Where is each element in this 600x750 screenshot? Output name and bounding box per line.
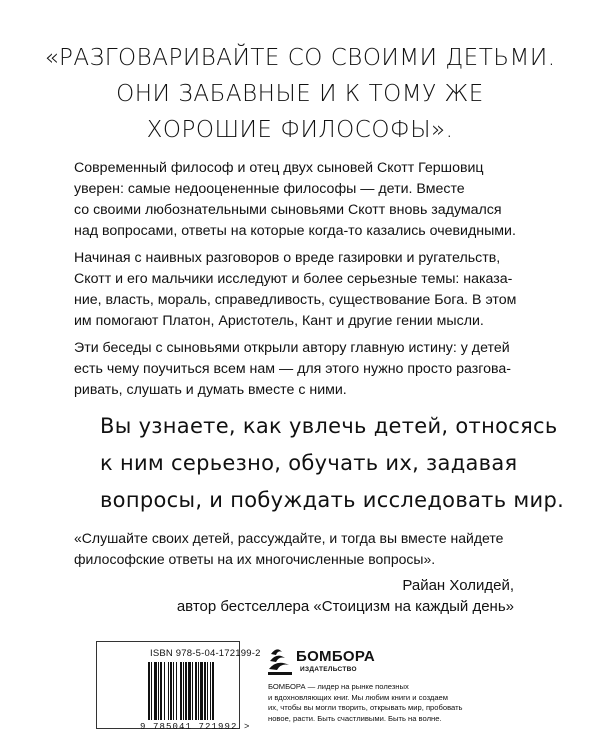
paragraph-topics: [74, 248, 544, 332]
paragraph-line: над вопросами, ответы на которые когда-то казались очевидными.: [74, 223, 516, 239]
barcode-number: 9 785041 721992 >: [140, 722, 251, 732]
handwritten-callout: [100, 408, 565, 519]
quote-line: «Слушайте своих детей, рассуждайте, и тогда вы вместе найдете: [74, 530, 504, 546]
handwritten-line: к ним серьезно, обучать их, задавая: [100, 451, 518, 475]
attribution-role: автор бестселлера «Стоицизм на каждый день»: [176, 598, 514, 615]
paragraph-line: им помогают Платон, Аристотель, Кант и другие гении мысли.: [74, 313, 484, 329]
handwritten-line: вопросы, и побуждать исследовать мир.: [100, 488, 565, 512]
publisher-line: их, чтобы вы могли творить, открывать мир, пробовать: [268, 703, 463, 712]
headline-line: «РАЗГОВАРИВАЙТЕ СО СВОИМИ ДЕТЬМИ.: [44, 45, 556, 71]
endorsement-attribution: [177, 575, 514, 617]
paragraph-line: Скотт и его мальчики исследуют и более серьезные темы: наказа-: [74, 271, 513, 287]
headline-quote: [0, 40, 600, 148]
publisher-line: новое, расти. Быть счастливыми. Быть на волне.: [268, 713, 442, 723]
paragraph-line: Современный философ и отец двух сыновей Скотт Гершовиц: [74, 160, 484, 176]
paragraph-line: со своими любознательными сыновьями Скотт вновь задумался: [74, 202, 502, 218]
headline-line: ОНИ ЗАБАВНЫЕ И К ТОМУ ЖЕ: [116, 81, 484, 107]
barcode-icon: [148, 662, 236, 722]
headline-line: ХОРОШИЕ ФИЛОСОФЫ».: [146, 117, 454, 143]
endorsement-quote: [74, 528, 544, 569]
bombora-wave-icon: [268, 644, 294, 678]
paragraph-line: ривать, слушать и думать вместе с ними.: [74, 382, 347, 398]
quote-line: философские ответы на их многочисленные вопросы».: [74, 550, 436, 567]
paragraph-intro: [74, 158, 544, 242]
paragraph-truth: [74, 338, 544, 401]
paragraph-line: ние, власть, мораль, справедливость, существование Бога. В этом: [74, 292, 517, 308]
paragraph-line: Начиная с наивных разговоров о вреде газировки и ругательств,: [74, 250, 501, 266]
paragraph-line: уверен: самые недооцененные философы — дети. Вместе: [74, 181, 465, 197]
publisher-line: БОМБОРА — лидер на рынке полезных: [268, 682, 409, 691]
attribution-name: Райан Холидей,: [402, 577, 514, 594]
handwritten-line: Вы узнаете, как увлечь детей, относясь: [100, 414, 558, 438]
isbn-label: ISBN 978-5-04-172199-2: [150, 648, 261, 659]
publisher-name: БОМБОРА: [296, 648, 376, 665]
publisher-line: и вдохновляющих книг. Мы любим книги и создаем: [268, 692, 449, 702]
paragraph-line: есть чему поучиться всем нам — для этого нужно просто разгова-: [74, 361, 511, 377]
publisher-blurb: [268, 682, 518, 724]
paragraph-line: Эти беседы с сыновьями открыли автору главную истину: у детей: [74, 340, 510, 356]
publisher-subtitle: ИЗДАТЕЛЬСТВО: [300, 666, 357, 673]
